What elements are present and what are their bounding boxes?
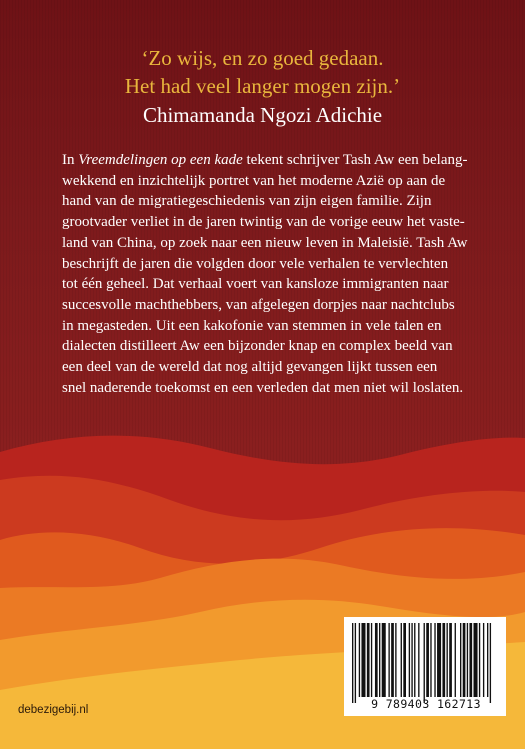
barcode-bar: [483, 623, 484, 697]
blurb-text: succesvolle machthebbers, van afgelegen dorpjes naar nachtclubs: [62, 296, 455, 313]
blurb-text: wekkend en inzichtelijk portret van het moderne Azië op aan de: [62, 172, 446, 189]
blurb-text: in megasteden. Uit een kakofonie van stemmen in vele talen en: [62, 317, 442, 334]
barcode-bar: [367, 623, 370, 697]
barcode-bar: [467, 623, 468, 697]
barcode-bar: [352, 623, 353, 703]
barcode-bar: [479, 623, 480, 697]
barcode-bar: [474, 623, 478, 697]
blurb-text: In: [62, 152, 79, 168]
barcode-bar: [371, 623, 372, 697]
barcode-bar: [426, 623, 429, 697]
blurb-text: grootvader verliet in de jaren twintig van de vorige eeuw het vaste-: [62, 214, 465, 231]
blurb-text: tot één geheel. Dat verhaal voert van kansloze immigranten naar: [62, 276, 449, 293]
quote-author: Chimamanda Ngozi Adichie: [142, 103, 383, 127]
barcode-bar: [388, 623, 389, 697]
barcode-bar: [359, 623, 360, 697]
barcode-bar: [361, 623, 365, 697]
barcode-bar: [355, 623, 356, 703]
blurb-text: beschrijft de jaren die volgden door vele verhalen te vervlechten: [62, 255, 449, 272]
barcode-bar: [469, 623, 472, 697]
barcode-bar: [379, 623, 380, 697]
blurb-text: dialecten distilleert Aw een bijzonder knap en complex beeld van: [62, 338, 453, 355]
barcode-bar: [414, 623, 415, 697]
barcode-bar: [430, 623, 431, 697]
barcode-bar: [382, 623, 386, 697]
barcode-bar: [411, 623, 412, 697]
publisher-website: debezigebij.nl: [18, 704, 89, 716]
quote-line-2: Het had veel langer mogen zijn.’: [124, 74, 401, 98]
barcode-bar: [437, 623, 441, 697]
blurb-text: tekent schrijver Tash Aw een belang-: [242, 152, 468, 168]
blurb-text: hand van de migratiegeschiedenis van zijn eigen familie. Zijn: [62, 193, 432, 210]
barcode-bar: [434, 623, 435, 697]
barcode-bar: [463, 623, 466, 697]
blurb-text: land van China, op zoek naar een nieuw leven in Maleisië. Tash Aw: [62, 234, 468, 251]
barcode-bar: [409, 623, 410, 697]
barcode-bar: [395, 623, 396, 697]
barcode-bar: [391, 623, 394, 697]
barcode-bar: [449, 623, 452, 697]
barcode-bar: [490, 623, 491, 703]
barcode-bar: [375, 623, 378, 697]
barcode-bar: [447, 623, 448, 697]
barcode-bar: [418, 623, 419, 697]
blurb-text: snel naderende toekomst en een verleden dat men niet wil loslaten.: [62, 379, 464, 396]
barcode-bar: [442, 623, 445, 697]
book-title-italic: Vreemdelingen op een kade: [78, 152, 243, 168]
barcode-bar: [424, 623, 425, 703]
barcode-bar: [487, 623, 488, 697]
barcode-bar: [460, 623, 461, 697]
isbn-number: 9 789403 162713: [371, 697, 481, 711]
barcode-bar: [401, 623, 402, 697]
barcode-bar: [403, 623, 406, 697]
quote-line-1: ‘Zo wijs, en zo goed gedaan.: [141, 46, 384, 70]
blurb-text: een deel van de wereld dat nog altijd gevangen lijkt tussen een: [62, 359, 438, 376]
barcode-bar: [455, 623, 456, 697]
